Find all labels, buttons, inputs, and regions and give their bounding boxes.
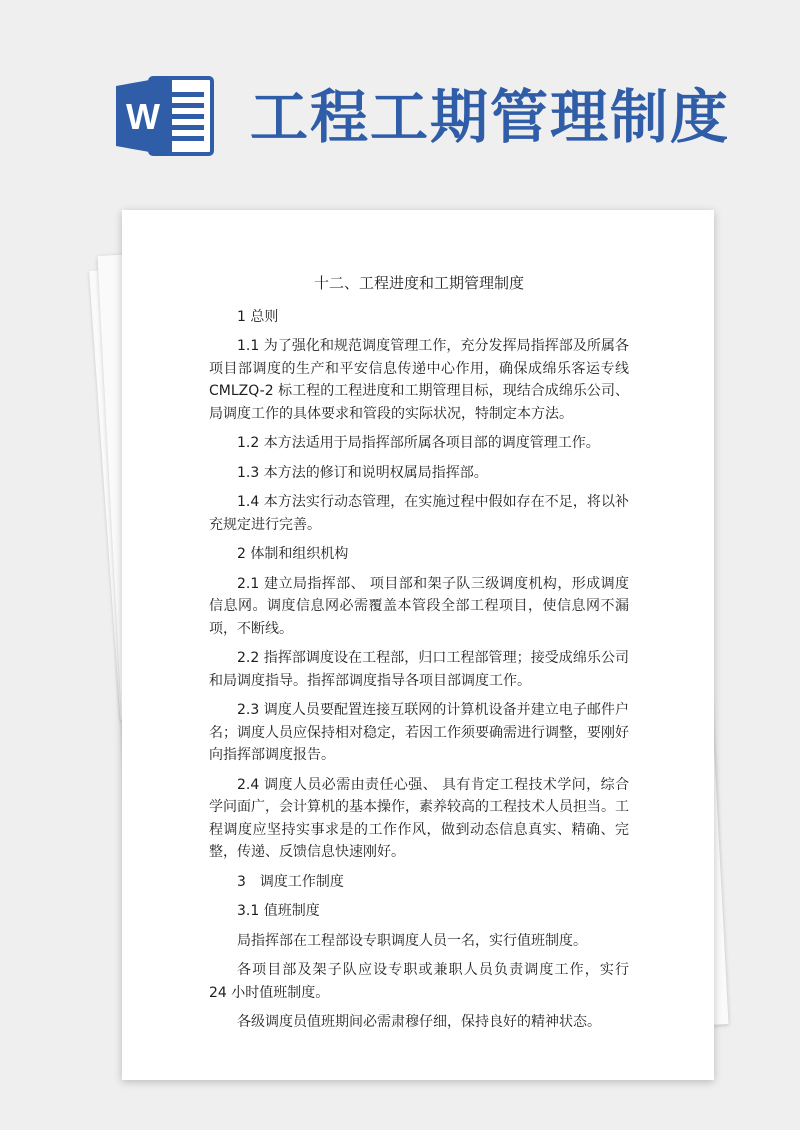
- document-title: 工程工期管理制度: [250, 83, 731, 151]
- header-banner: [0, 0, 800, 200]
- paragraph: 2.4 调度人员必需由责任心强、 具有肯定工程技术学问，综合学问面广，会计算机的基本操作，素养较高的工程技术人员担当。工程调度应坚持实事求是的工作作风，做到动态信息真实、精确、完整，传递、反馈信息快速刚好。: [209, 776, 629, 860]
- paragraph: 各级调度员值班期间必需肃穆仔细，保持良好的精神状态。: [237, 1014, 601, 1030]
- paragraph: 局指挥部在工程部设专职调度人员一名，实行值班制度。: [237, 932, 587, 949]
- section-heading: 十二、工程进度和工期管理制度: [313, 274, 524, 292]
- paragraph: 2 体制和组织机构: [237, 546, 349, 562]
- paragraph: 1.4 本方法实行动态管理，在实施过程中假如存在不足，将以补充规定进行完善。: [209, 494, 629, 533]
- paragraph: 1.1 为了强化和规范调度管理工作，充分发挥局指挥部及所属各项目部调度的生产和平安信息传递中心作用，确保成绵乐客运专线CMLZQ-2 标工程的工程进度和工期管理目标，现结合成绵乐公司、局调度工作的具体要求和管段的实际状况，特制定本方法。: [209, 338, 629, 422]
- paragraph: 2.2 指挥部调度设在工程部，归口工程部管理；接受成绵乐公司和局调度指导。指挥部调度指导各项目部调度工作。: [209, 650, 629, 689]
- paragraph: 1.2 本方法适用于局指挥部所属各项目部的调度管理工作。: [237, 435, 600, 451]
- paragraph: 1.3 本方法的修订和说明权属局指挥部。: [237, 464, 488, 481]
- paragraph: 2.3 调度人员要配置连接互联网的计算机设备并建立电子邮件户名；调度人员应保持相对稳定，若因工作须要确需进行调整，要刚好向指挥部调度报告。: [209, 702, 629, 763]
- paragraph: 各项目部及架子队应设专职或兼职人员负责调度工作，实行 24 小时值班制度。: [209, 962, 643, 1001]
- paragraph: 1 总则: [237, 308, 279, 325]
- paragraph: 3 调度工作制度: [237, 873, 344, 890]
- page-body: [209, 272, 643, 1041]
- logo-letter: W: [126, 96, 160, 137]
- paragraph: 2.1 建立局指挥部、 项目部和架子队三级调度机构，形成调度信息网。调度信息网必需覆盖本管段全部工程项目，使信息网不漏项，不断线。: [209, 575, 629, 637]
- word-document-icon: [112, 72, 216, 160]
- paragraph: 3.1 值班制度: [237, 903, 320, 919]
- document-page: [122, 210, 714, 1080]
